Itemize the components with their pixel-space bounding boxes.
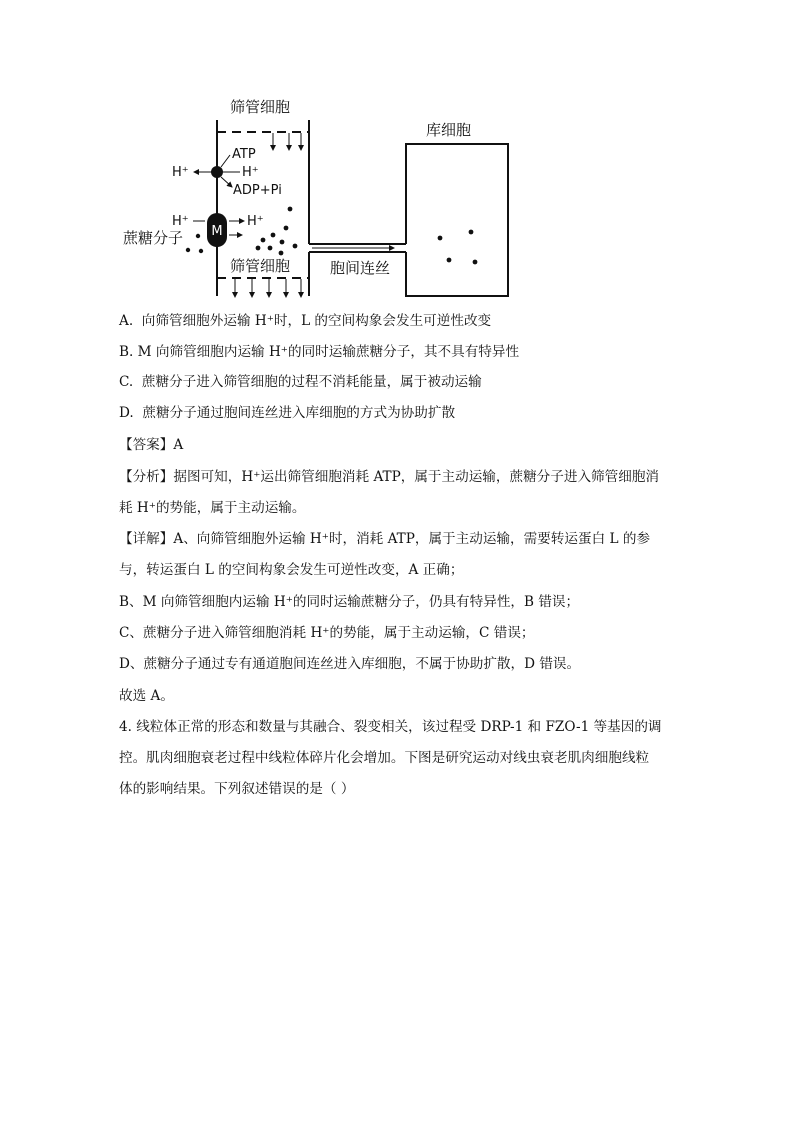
detail-text-1: A、向筛管细胞外运输 H⁺时，消耗 ATP，属于主动运输，需要转运蛋白 L 的参: [173, 531, 651, 547]
sucrose-label: 蔗糖分子: [123, 229, 184, 247]
option-d-text: 蔗糖分子通过胞间连丝进入库细胞的方式为协助扩散: [142, 405, 456, 421]
storage-cell-box: [406, 144, 508, 296]
detail-tag: 【详解】: [119, 531, 174, 547]
detail-text-4: C、蔗糖分子进入筛管细胞消耗 H⁺的势能，属于主动运输，C 错误；: [119, 625, 535, 641]
option-b-text: M 向筛管细胞内运输 H⁺的同时运输蔗糖分子，其不具有特异性: [137, 344, 520, 360]
question4-line-3: [119, 780, 354, 798]
option-b: [119, 343, 519, 361]
storage-cell-label: 库细胞: [426, 121, 472, 139]
option-d: [119, 404, 455, 422]
plasmodesmata-label: 胞间连丝: [330, 259, 391, 277]
detail-text-3: B、M 向筛管细胞内运输 H⁺的同时运输蔗糖分子，仍具有特异性，B 错误；: [119, 594, 580, 610]
detail-line-5: [119, 655, 580, 673]
analysis-tag: 【分析】: [119, 469, 174, 485]
detail-line-2: [119, 561, 463, 579]
atp-label: ATP: [232, 147, 256, 162]
detail-line-1: [119, 530, 650, 548]
m-label: M: [211, 224, 223, 239]
h-m-right-label: H⁺: [247, 214, 264, 229]
option-c-prefix: C.: [119, 374, 134, 390]
detail-text-2: 与，转运蛋白 L 的空间构象会发生可逆性改变，A 正确；: [119, 562, 464, 578]
detail-line-4: [119, 624, 535, 642]
h-in-label: H⁺: [242, 165, 259, 180]
detail-conclusion: [119, 687, 174, 705]
option-c: [119, 373, 482, 391]
analysis-line-1: [119, 468, 659, 486]
question4-text-1: 4. 线粒体正常的形态和数量与其融合、裂变相关，该过程受 DRP-1 和 FZO-1 等基因的调: [119, 719, 662, 735]
option-d-prefix: D.: [119, 405, 134, 421]
analysis-text-1: 据图可知，H⁺运出筛管细胞消耗 ATP，属于主动运输，蔗糖分子进入筛管细胞消: [173, 469, 660, 485]
answer-tag: 【答案】: [119, 437, 174, 453]
option-c-text: 蔗糖分子进入筛管细胞的过程不消耗能量，属于被动运输: [141, 374, 482, 390]
sieve-cell-bottom-label: 筛管细胞: [230, 257, 291, 275]
option-b-prefix: B.: [119, 344, 134, 360]
answer-value: A: [173, 437, 184, 453]
h-m-left-label: H⁺: [172, 214, 189, 229]
option-a: [119, 312, 491, 330]
analysis-line-2: [119, 499, 305, 517]
detail-text-5: D、蔗糖分子通过专有通道胞间连丝进入库细胞，不属于协助扩散，D 错误。: [119, 656, 581, 672]
question4-text-3: 体的影响结果。下列叙述错误的是（ ）: [119, 781, 355, 797]
detail-line-3: [119, 593, 579, 611]
h-out-label: H⁺: [172, 165, 189, 180]
pump-l: [211, 166, 223, 178]
question4-text-2: 控。肌肉细胞衰老过程中线粒体碎片化会增加。下图是研究运动对线虫衰老肌肉细胞线粒: [119, 750, 650, 766]
option-a-prefix: A.: [119, 313, 134, 329]
analysis-text-2: 耗 H⁺的势能，属于主动运输。: [119, 500, 306, 516]
adp-label: ADP+Pi: [233, 183, 282, 198]
sieve-cell-top-label: 筛管细胞: [230, 98, 291, 116]
question4-line-2: [119, 749, 649, 767]
question4-line-1: [119, 718, 662, 736]
transport-diagram: [123, 92, 520, 304]
detail-conclusion-text: 故选 A。: [119, 688, 174, 704]
option-a-text: 向筛管细胞外运输 H⁺时，L 的空间构象会发生可逆性改变: [141, 313, 492, 329]
answer-line: [119, 436, 183, 454]
